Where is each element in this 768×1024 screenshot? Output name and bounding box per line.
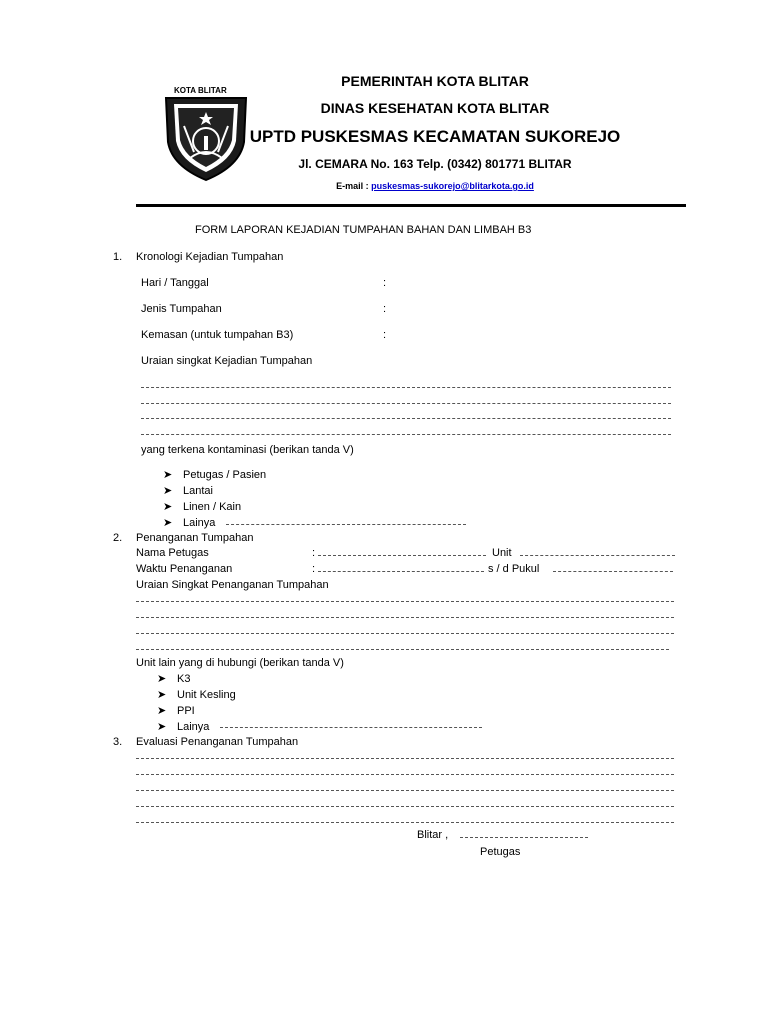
write-line[interactable] <box>553 571 673 572</box>
list-item[interactable]: ➤ Lantai <box>163 485 213 497</box>
label-unit: Unit <box>492 547 512 559</box>
label-jenis-tumpahan: Jenis Tumpahan <box>141 303 222 315</box>
section-2-title: Penanganan Tumpahan <box>136 532 254 544</box>
write-line[interactable] <box>136 601 674 602</box>
write-line[interactable] <box>226 524 466 525</box>
list-item[interactable]: ➤ Unit Kesling <box>157 689 236 701</box>
write-line[interactable] <box>136 633 674 634</box>
header-email: E-mail : puskesmas-sukorejo@blitarkota.go.id <box>336 181 534 191</box>
arrow-bullet-icon: ➤ <box>157 705 167 717</box>
write-line[interactable] <box>141 418 671 419</box>
header-line-3: UPTD PUSKESMAS KECAMATAN SUKOREJO <box>249 127 621 146</box>
arrow-bullet-icon: ➤ <box>163 469 173 481</box>
arrow-bullet-icon: ➤ <box>163 517 173 529</box>
email-link[interactable]: puskesmas-sukorejo@blitarkota.go.id <box>371 181 534 191</box>
write-line[interactable] <box>136 806 674 807</box>
colon: : <box>383 303 387 315</box>
write-line[interactable] <box>141 434 671 435</box>
form-title: FORM LAPORAN KEJADIAN TUMPAHAN BAHAN DAN LIMBAH B3 <box>195 224 532 236</box>
list-item[interactable]: ➤ Lainya <box>163 517 216 529</box>
list-item[interactable]: ➤ Linen / Kain <box>163 501 242 513</box>
arrow-bullet-icon: ➤ <box>157 689 167 701</box>
label-kontaminasi: yang terkena kontaminasi (berikan tanda V) <box>141 444 354 456</box>
write-line[interactable] <box>220 727 482 728</box>
write-line[interactable] <box>318 555 486 556</box>
write-line[interactable] <box>136 617 674 618</box>
arrow-bullet-icon: ➤ <box>163 485 173 497</box>
section-3-title: Evaluasi Penanganan Tumpahan <box>136 736 299 748</box>
header-divider <box>136 204 686 207</box>
label-waktu-penanganan: Waktu Penanganan <box>136 563 233 575</box>
write-line[interactable] <box>460 837 588 838</box>
colon: : <box>383 277 387 289</box>
emblem-label: KOTA BLITAR <box>174 86 227 95</box>
label-nama-petugas: Nama Petugas <box>136 547 209 559</box>
write-line[interactable] <box>136 758 674 759</box>
section-1-title: Kronologi Kejadian Tumpahan <box>136 251 284 263</box>
list-item[interactable]: ➤ Petugas / Pasien <box>163 469 267 481</box>
write-line[interactable] <box>141 403 671 404</box>
label-uraian-penanganan: Uraian Singkat Penanganan Tumpahan <box>136 579 329 591</box>
list-item[interactable]: ➤ PPI <box>157 705 195 717</box>
arrow-bullet-icon: ➤ <box>157 673 167 685</box>
write-line[interactable] <box>318 571 484 572</box>
colon: : <box>383 329 387 341</box>
colon: : <box>312 563 316 575</box>
colon: : <box>312 547 316 559</box>
write-line[interactable] <box>520 555 675 556</box>
list-item[interactable]: ➤ K3 <box>157 673 191 685</box>
write-line[interactable] <box>136 774 674 775</box>
signature-label: Petugas <box>480 846 521 858</box>
header-address: Jl. CEMARA No. 163 Telp. (0342) 801771 BLITAR <box>298 157 572 171</box>
label-hari-tanggal: Hari / Tanggal <box>141 277 209 289</box>
label-uraian-kejadian: Uraian singkat Kejadian Tumpahan <box>141 355 313 367</box>
write-line[interactable] <box>136 649 669 650</box>
label-kemasan: Kemasan (untuk tumpahan B3) <box>141 329 294 341</box>
label-sd-pukul: s / d Pukul <box>488 563 540 575</box>
arrow-bullet-icon: ➤ <box>157 721 167 733</box>
arrow-bullet-icon: ➤ <box>163 501 173 513</box>
header-line-2: DINAS KESEHATAN KOTA BLITAR <box>320 100 550 116</box>
write-line[interactable] <box>136 790 674 791</box>
label-unit-lain: Unit lain yang di hubungi (berikan tanda V) <box>136 657 344 669</box>
section-2-number: 2. <box>113 532 123 544</box>
section-3-number: 3. <box>113 736 123 748</box>
section-1-number: 1. <box>113 251 123 263</box>
write-line[interactable] <box>141 387 671 388</box>
write-line[interactable] <box>136 822 674 823</box>
signature-place: Blitar , <box>417 829 449 841</box>
list-item[interactable]: ➤ Lainya <box>157 721 210 733</box>
header-line-1: PEMERINTAH KOTA BLITAR <box>341 73 529 89</box>
